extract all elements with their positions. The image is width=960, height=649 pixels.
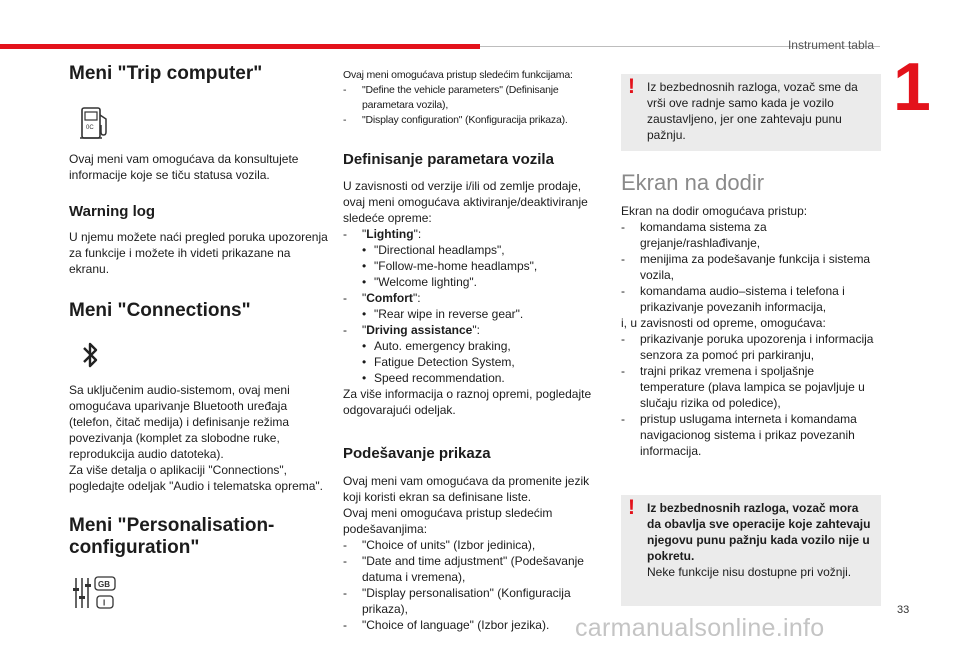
list-item: • "Follow-me-home headlamps", [343,258,601,274]
language-badge-label: GB [98,580,110,589]
list-item: - "Display configuration" (Konfiguracija prikaza). [343,113,601,128]
list-item: - "Choice of units" (Izbor jedinica), [343,537,601,553]
comfort-sublist [343,306,601,322]
heading-touch-screen: Ekran na dodir [621,170,765,195]
fuel-pump-label: 0C [86,125,94,131]
lighting-sublist [343,242,601,290]
page-number: 33 [897,604,910,616]
heading-personalisation-line2: configuration" [69,537,200,558]
display-description-2: Ovaj meni omogućava pristup sledećim podešavanjima: [343,506,553,536]
list-item: - prikazivanje poruka upozorenja i informacija senzora za pomoć pri parkiranju, [621,331,881,363]
trip-description: Ovaj meni vam omogućava da konsultujete informacije koje se tiču statusa vozila. [69,152,299,182]
menu-intro: Ovaj meni omogućava pristup sledećim funkcijama: [343,69,573,81]
list-item: • "Directional headlamps", [343,242,601,258]
heading-trip-computer: Meni "Trip computer" [69,63,263,84]
connections-description: Sa uključenim audio-sistemom, ovaj meni omogućava uparivanje Bluetooth uređaja (telefon, čitač medija) i definisanje režima povezivanja (komplet za slobodne ruke, reprodukcija audio datoteka). [69,383,290,461]
list-item: - "Define the vehicle parameters" (Definisanje parametara vozila), [343,83,601,113]
lighting-label: Lighting [366,227,414,241]
heading-vehicle-parameters: Definisanje parametara vozila [343,151,554,168]
driving-sublist [343,338,601,386]
list-item: - trajni prikaz vremena i spoljašnje temperature (plava lampica se pojavljuje u slučaju rizika od poledice), [621,363,881,411]
chapter-number: 1 [893,49,931,125]
touch-intro: Ekran na dodir omogućava pristup: [621,204,808,218]
equipment-lighting: - "Lighting": • "Directional headlamps", • "Follow-me-home headlamps", • "Welcome lighting". [343,226,601,290]
safety-note-2-bold: Iz bezbednosnih razloga, vozač mora da obavlja sve operacije koje zahtevaju njegovu punu pažnju kada vozilo nije u pokretu. [647,501,871,563]
driving-label: Driving assistance [366,323,473,337]
column-left [69,63,331,611]
list-item: • Fatigue Detection System, [343,354,601,370]
equipment-list [343,226,601,386]
parameters-description: U zavisnosti od verzije i/ili od zemlje prodaje, ovaj meni omogućava aktiviranje/deaktiviranje sledeće opreme: [343,179,588,225]
heading-warning-log: Warning log [69,203,156,220]
list-item: • "Welcome lighting". [343,274,601,290]
list-item: • Auto. emergency braking, [343,338,601,354]
heading-display-settings: Podešavanje prikaza [343,445,491,462]
display-settings-list [343,537,601,633]
column-right [621,74,881,606]
watermark: carmanualsonline.info [575,614,825,642]
touch-access-list [621,219,881,315]
comfort-label: Comfort [366,291,413,305]
warning-description: U njemu možete naći pregled poruka upozorenja za funkcije i možete ih videti prikazane na ekranu. [69,230,328,276]
list-item: • Speed recommendation. [343,370,601,386]
bluetooth-icon [81,340,101,370]
safety-note-2 [621,495,881,606]
list-item: - "Date and time adjustment" (Podešavanje datuma i vremena), [343,553,601,585]
list-item: • "Rear wipe in reverse gear". [343,306,601,322]
safety-note-1-text: Iz bezbednosnih razloga, vozač sme da vrši ove radnje samo kada je vozilo zaustavljeno, jer one zahtevaju punu pažnju. [647,80,858,142]
display-description: Ovaj meni vam omogućava da promenite jezik koji koristi ekran sa definisane liste. [343,474,590,504]
header-accent-bar [0,44,480,49]
list-item: - komandama sistema za grejanje/rashlađivanje, [621,219,881,251]
column-middle [343,68,601,633]
touch-equipment-list [621,331,881,459]
list-item: - "Choice of language" (Izbor jezika). [343,617,601,633]
list-item: - "Display personalisation" (Konfiguracija prikaza), [343,585,601,617]
heading-connections: Meni "Connections" [69,300,251,321]
connections-reference: Za više detalja o aplikaciji "Connections", pogledajte odeljak "Audio i telematska oprema". [69,463,324,493]
warning-exclamation-icon: ! [628,75,635,98]
safety-note-1 [621,74,881,151]
equipment-driving-assistance: - "Driving assistance": • Auto. emergency braking, • Fatigue Detection System, • Speed recommendation. [343,322,601,386]
warning-exclamation-icon: ! [628,496,635,519]
fuel-pump-icon [80,105,112,141]
units-badge-label: I [103,598,106,608]
parameters-reference: Za više informacija o raznoj opremi, pogledajte odgovarajući odeljak. [343,387,592,417]
safety-note-2-text: Neke funkcije nisu dostupne pri vožnji. [647,565,852,579]
settings-sliders-icon [71,575,119,611]
touch-description-2: i, u zavisnosti od opreme, omogućava: [621,316,826,330]
section-title: Instrument tabla [787,38,874,52]
list-item: - komandama audio–sistema i telefona i prikazivanje povezanih informacija, [621,283,881,315]
list-item: - menijima za podešavanje funkcija i sistema vozila, [621,251,881,283]
list-item: - pristup uslugama interneta i komandama navigacionog sistema i prikaz povezanih informacija. [621,411,881,459]
equipment-comfort: - "Comfort": • "Rear wipe in reverse gear". [343,290,601,322]
heading-personalisation [69,515,331,559]
menu-intro-list [343,83,601,128]
heading-personalisation-line1: Meni "Personalisation- [69,515,275,536]
